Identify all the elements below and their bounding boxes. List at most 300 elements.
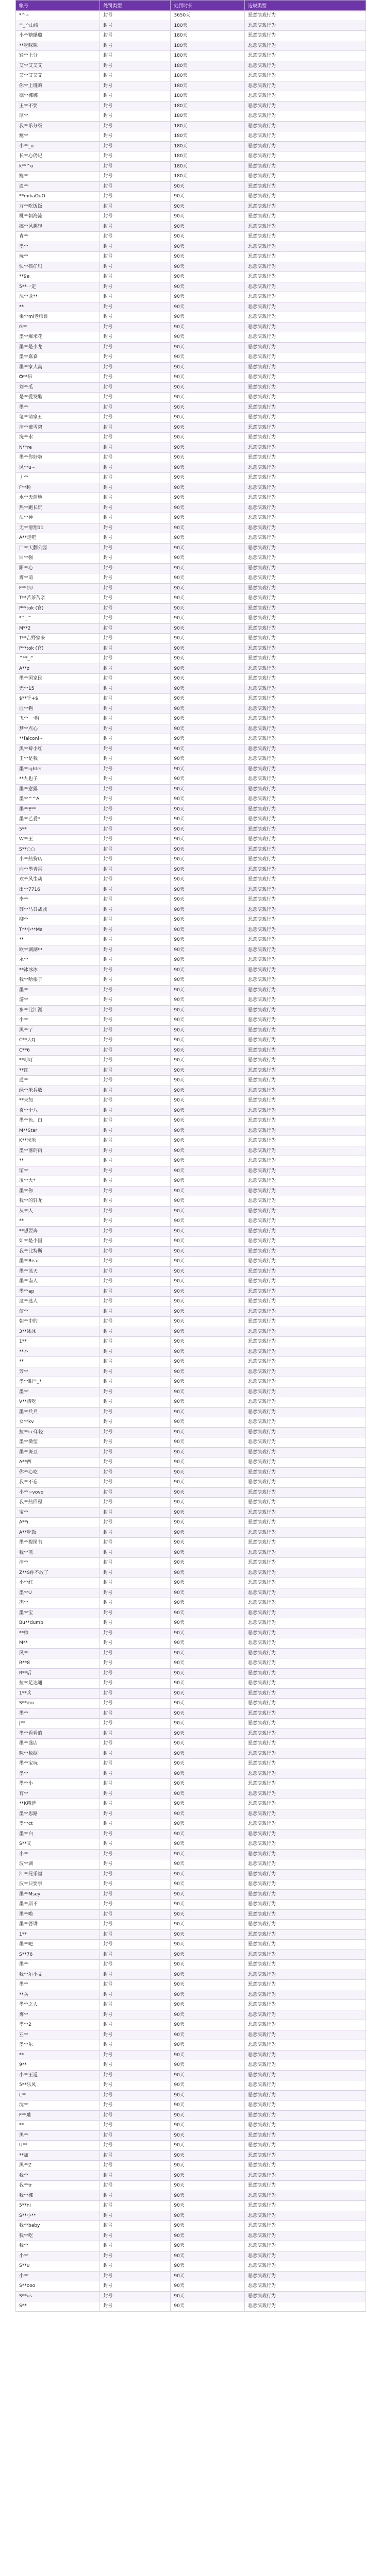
cell-account: 墨**意露: [16, 784, 100, 794]
cell-penalty-duration: 90天: [171, 1056, 245, 1066]
cell-penalty-type: 封号: [100, 704, 171, 714]
cell-account: T**吉野家来: [16, 634, 100, 644]
cell-account: C**6: [16, 1045, 100, 1056]
cell-penalty-duration: 90天: [171, 1246, 245, 1257]
cell-violation-type: 恶意演戏行为: [245, 322, 366, 332]
table-row: [16, 242, 366, 252]
cell-penalty-duration: 180天: [171, 131, 245, 142]
cell-penalty-type: 封号: [100, 594, 171, 604]
cell-penalty-duration: 90天: [171, 1467, 245, 1478]
table-row: [16, 1889, 366, 1900]
cell-penalty-duration: 90天: [171, 955, 245, 965]
cell-account: *^∽: [16, 11, 100, 21]
cell-account: 雾**萌: [16, 573, 100, 584]
cell-account: 水**天蓝地: [16, 493, 100, 503]
cell-penalty-type: 封号: [100, 1668, 171, 1679]
cell-violation-type: 恶意演戏行为: [245, 1990, 366, 2000]
cell-violation-type: 恶意演戏行为: [245, 1708, 366, 1719]
cell-violation-type: 恶意演戏行为: [245, 312, 366, 323]
cell-account: 如**是小国: [16, 1236, 100, 1247]
cell-penalty-duration: 180天: [171, 21, 245, 31]
table-row: [16, 674, 366, 684]
cell-violation-type: 恶意演戏行为: [245, 1588, 366, 1598]
cell-penalty-type: 封号: [100, 553, 171, 564]
cell-account: 万**吃饭饭: [16, 201, 100, 212]
table-row: [16, 1879, 366, 1890]
table-row: [16, 1116, 366, 1126]
cell-account: R**8: [16, 1658, 100, 1669]
cell-account: 快**孩仔玛: [16, 262, 100, 272]
cell-account: 丿**: [16, 473, 100, 483]
table-row: [16, 322, 366, 332]
cell-violation-type: 恶意演戏行为: [245, 1447, 366, 1458]
table-row: [16, 1086, 366, 1096]
cell-violation-type: 恶意演戏行为: [245, 1407, 366, 1417]
cell-penalty-duration: 90天: [171, 2100, 245, 2111]
cell-penalty-duration: 90天: [171, 1598, 245, 1608]
table-row: [16, 352, 366, 363]
cell-penalty-type: 封号: [100, 1719, 171, 1729]
cell-account: 杰**: [16, 1598, 100, 1608]
table-row: [16, 815, 366, 825]
cell-account: 我**baby: [16, 2221, 100, 2231]
cell-violation-type: 恶意演戏行为: [245, 1879, 366, 1890]
cell-penalty-duration: 90天: [171, 402, 245, 413]
cell-penalty-duration: 90天: [171, 1739, 245, 1749]
cell-penalty-duration: 90天: [171, 563, 245, 573]
cell-violation-type: 恶意演戏行为: [245, 1528, 366, 1538]
cell-penalty-type: 封号: [100, 1759, 171, 1769]
cell-penalty-type: 封号: [100, 282, 171, 292]
cell-account: A**z: [16, 664, 100, 674]
cell-penalty-type: 封号: [100, 2201, 171, 2211]
cell-penalty-duration: 90天: [171, 1176, 245, 1187]
cell-violation-type: 恶意演戏行为: [245, 573, 366, 584]
cell-violation-type: 恶意演戏行为: [245, 1658, 366, 1669]
cell-penalty-duration: 90天: [171, 915, 245, 925]
cell-violation-type: 恶意演戏行为: [245, 634, 366, 644]
cell-account: 信**: [16, 1307, 100, 1317]
cell-account: G**: [16, 322, 100, 332]
cell-penalty-duration: 90天: [171, 1498, 245, 1508]
table-row: [16, 1970, 366, 1980]
cell-penalty-duration: 90天: [171, 844, 245, 855]
cell-violation-type: 恶意演戏行为: [245, 262, 366, 272]
cell-penalty-duration: 180天: [171, 101, 245, 111]
table-row: [16, 81, 366, 91]
cell-account: **9e: [16, 272, 100, 282]
cell-penalty-duration: 180天: [171, 71, 245, 81]
cell-account: 我**不忘: [16, 1478, 100, 1488]
cell-penalty-duration: 90天: [171, 1779, 245, 1789]
cell-penalty-type: 封号: [100, 1186, 171, 1196]
cell-account: 墨**斑豆: [16, 1447, 100, 1458]
cell-penalty-type: 封号: [100, 1578, 171, 1588]
cell-violation-type: 恶意演戏行为: [245, 2201, 366, 2211]
cell-penalty-duration: 90天: [171, 1679, 245, 1689]
cell-account: 玩**: [16, 252, 100, 262]
cell-penalty-type: 封号: [100, 1528, 171, 1538]
cell-account: 墨**宝: [16, 1608, 100, 1618]
table-row: [16, 2261, 366, 2272]
cell-account: **faiconi~: [16, 734, 100, 744]
cell-penalty-type: 封号: [100, 2241, 171, 2251]
table-row: [16, 232, 366, 242]
cell-account: **: [16, 2121, 100, 2131]
table-row: [16, 1236, 366, 1247]
cell-penalty-duration: 90天: [171, 1367, 245, 1377]
cell-violation-type: 恶意演戏行为: [245, 1015, 366, 1026]
cell-violation-type: 恶意演戏行为: [245, 744, 366, 754]
table-row: [16, 603, 366, 614]
cell-penalty-duration: 90天: [171, 1357, 245, 1367]
cell-penalty-duration: 180天: [171, 111, 245, 122]
cell-penalty-type: 封号: [100, 1397, 171, 1408]
cell-account: 3**冰冰: [16, 1327, 100, 1337]
cell-account: 长**心仍记: [16, 151, 100, 162]
cell-penalty-duration: 90天: [171, 2211, 245, 2221]
cell-penalty-type: 封号: [100, 2191, 171, 2201]
cell-violation-type: 恶意演戏行为: [245, 1056, 366, 1066]
cell-penalty-duration: 180天: [171, 61, 245, 71]
cell-penalty-duration: 90天: [171, 1869, 245, 1879]
cell-penalty-type: 封号: [100, 2291, 171, 2301]
cell-penalty-type: 封号: [100, 2020, 171, 2030]
cell-penalty-duration: 90天: [171, 1668, 245, 1679]
cell-account: 阳**心: [16, 563, 100, 573]
cell-penalty-duration: 90天: [171, 1819, 245, 1829]
cell-account: 墨**爆米花: [16, 332, 100, 343]
cell-penalty-duration: 90天: [171, 835, 245, 845]
cell-penalty-type: 封号: [100, 1487, 171, 1498]
cell-violation-type: 恶意演戏行为: [245, 453, 366, 463]
cell-penalty-type: 封号: [100, 744, 171, 754]
cell-penalty-duration: 90天: [171, 513, 245, 523]
table-row: [16, 1176, 366, 1187]
cell-account: **叮叮: [16, 1056, 100, 1066]
cell-violation-type: 恶意演戏行为: [245, 1307, 366, 1317]
cell-penalty-type: 封号: [100, 1478, 171, 1488]
cell-violation-type: 恶意演戏行为: [245, 1608, 366, 1618]
cell-violation-type: 恶意演戏行为: [245, 1156, 366, 1166]
cell-penalty-type: 封号: [100, 252, 171, 262]
cell-violation-type: 恶意演戏行为: [245, 1618, 366, 1629]
cell-account: **兵: [16, 1990, 100, 2000]
cell-penalty-duration: 90天: [171, 1427, 245, 1437]
cell-violation-type: 恶意演戏行为: [245, 2020, 366, 2030]
table-row: [16, 1699, 366, 1709]
cell-violation-type: 恶意演戏行为: [245, 332, 366, 343]
cell-penalty-type: 封号: [100, 332, 171, 343]
table-row: [16, 2100, 366, 2111]
cell-penalty-duration: 90天: [171, 654, 245, 664]
table-row: [16, 1990, 366, 2000]
table-row: [16, 895, 366, 905]
cell-penalty-duration: 90天: [171, 413, 245, 423]
cell-violation-type: 恶意演戏行为: [245, 2181, 366, 2191]
cell-penalty-type: 封号: [100, 804, 171, 815]
cell-violation-type: 恶意演戏行为: [245, 1257, 366, 1267]
cell-penalty-duration: 90天: [171, 1940, 245, 1950]
cell-violation-type: 恶意演戏行为: [245, 2150, 366, 2161]
table-row: [16, 282, 366, 292]
cell-penalty-duration: 90天: [171, 1447, 245, 1458]
cell-penalty-type: 封号: [100, 1970, 171, 1980]
cell-account: 欧**湖湖中: [16, 945, 100, 955]
cell-penalty-type: 封号: [100, 201, 171, 212]
cell-penalty-duration: 90天: [171, 2150, 245, 2161]
cell-penalty-type: 封号: [100, 1598, 171, 1608]
cell-penalty-type: 封号: [100, 2141, 171, 2151]
cell-account: 墨**蓝天: [16, 1266, 100, 1277]
cell-violation-type: 恶意演戏行为: [245, 1286, 366, 1297]
cell-account: **: [16, 935, 100, 945]
cell-penalty-type: 封号: [100, 1377, 171, 1387]
table-row: [16, 1387, 366, 1397]
cell-violation-type: 恶意演戏行为: [245, 1397, 366, 1408]
cell-violation-type: 恶意演戏行为: [245, 413, 366, 423]
table-row: [16, 1015, 366, 1026]
cell-penalty-type: 封号: [100, 232, 171, 242]
cell-penalty-type: 封号: [100, 1940, 171, 1950]
cell-account: 墨**: [16, 1769, 100, 1779]
cell-penalty-type: 封号: [100, 493, 171, 503]
table-row: [16, 1156, 366, 1166]
table-row: [16, 1900, 366, 1910]
cell-penalty-duration: 90天: [171, 2090, 245, 2100]
table-row: [16, 1658, 366, 1669]
cell-penalty-type: 封号: [100, 1246, 171, 1257]
cell-violation-type: 恶意演戏行为: [245, 2281, 366, 2292]
cell-violation-type: 恶意演戏行为: [245, 2060, 366, 2071]
cell-penalty-duration: 90天: [171, 1116, 245, 1126]
cell-penalty-duration: 180天: [171, 51, 245, 61]
cell-account: 我**乐分级: [16, 121, 100, 131]
cell-account: 墨**你: [16, 1186, 100, 1196]
table-row: [16, 1226, 366, 1236]
cell-penalty-type: 封号: [100, 262, 171, 272]
cell-penalty-type: 封号: [100, 51, 171, 61]
cell-penalty-type: 封号: [100, 1086, 171, 1096]
cell-violation-type: 恶意演戏行为: [245, 11, 366, 21]
cell-violation-type: 恶意演戏行为: [245, 2241, 366, 2251]
cell-account: 墨**盛店: [16, 1739, 100, 1749]
cell-penalty-duration: 90天: [171, 1829, 245, 1839]
table-row: [16, 1648, 366, 1658]
cell-penalty-duration: 90天: [171, 1407, 245, 1417]
cell-penalty-duration: 90天: [171, 2231, 245, 2241]
cell-account: 墨**: [16, 1708, 100, 1719]
cell-penalty-type: 封号: [100, 513, 171, 523]
cell-penalty-duration: 90天: [171, 1437, 245, 1448]
cell-violation-type: 恶意演戏行为: [245, 1809, 366, 1819]
table-row: [16, 794, 366, 805]
cell-violation-type: 恶意演戏行为: [245, 1458, 366, 1468]
cell-account: S**76: [16, 1950, 100, 1960]
cell-account: 血**狗: [16, 704, 100, 714]
cell-penalty-duration: 90天: [171, 995, 245, 1006]
table-row: [16, 1417, 366, 1428]
cell-penalty-type: 封号: [100, 623, 171, 634]
cell-account: 黑**了: [16, 1025, 100, 1036]
cell-penalty-type: 封号: [100, 865, 171, 875]
cell-violation-type: 恶意演戏行为: [245, 684, 366, 694]
table-row: [16, 2281, 366, 2292]
cell-account: V**请吃: [16, 1397, 100, 1408]
table-row: [16, 2291, 366, 2301]
cell-account: 9**: [16, 2060, 100, 2071]
cell-penalty-duration: 90天: [171, 1618, 245, 1629]
table-row: [16, 614, 366, 624]
cell-violation-type: 恶意演戏行为: [245, 2171, 366, 2181]
cell-account: 5**一定: [16, 282, 100, 292]
table-row: [16, 1588, 366, 1598]
cell-account: 墨**白: [16, 1829, 100, 1839]
cell-account: **: [16, 2050, 100, 2060]
cell-account: F**雕: [16, 2110, 100, 2121]
table-row: [16, 764, 366, 774]
table-row: [16, 433, 366, 443]
cell-account: 这**迷人: [16, 1297, 100, 1307]
cell-account: 墨**思路: [16, 1809, 100, 1819]
cell-violation-type: 恶意演戏行为: [245, 1699, 366, 1709]
cell-violation-type: 恶意演戏行为: [245, 1900, 366, 1910]
cell-penalty-type: 封号: [100, 393, 171, 403]
cell-account: 无**滑翔11: [16, 523, 100, 533]
cell-violation-type: 恶意演戏行为: [245, 2141, 366, 2151]
cell-penalty-duration: 90天: [171, 1266, 245, 1277]
cell-penalty-duration: 90天: [171, 1397, 245, 1408]
cell-penalty-type: 封号: [100, 1076, 171, 1086]
cell-violation-type: 恶意演戏行为: [245, 1638, 366, 1649]
table-row: [16, 161, 366, 172]
cell-account: 雾**: [16, 2010, 100, 2020]
cell-violation-type: 恶意演戏行为: [245, 583, 366, 594]
cell-account: ^_^山楂: [16, 21, 100, 31]
cell-account: 墨**微型: [16, 1437, 100, 1448]
table-row: [16, 111, 366, 122]
cell-account: 小**: [16, 2251, 100, 2261]
cell-penalty-type: 封号: [100, 2100, 171, 2111]
cell-penalty-duration: 90天: [171, 2281, 245, 2292]
cell-account: **想要奔: [16, 1226, 100, 1236]
cell-account: 芳**: [16, 1367, 100, 1377]
table-row: [16, 1929, 366, 1940]
cell-penalty-type: 封号: [100, 1849, 171, 1859]
cell-violation-type: 恶意演戏行为: [245, 1427, 366, 1437]
cell-penalty-duration: 90天: [171, 734, 245, 744]
cell-penalty-type: 封号: [100, 724, 171, 734]
cell-account: 小**红: [16, 1578, 100, 1588]
table-row: [16, 172, 366, 182]
cell-penalty-type: 封号: [100, 1839, 171, 1850]
table-row: [16, 1598, 366, 1608]
cell-penalty-type: 封号: [100, 1257, 171, 1267]
cell-account: 墨**小: [16, 1779, 100, 1789]
table-row: [16, 382, 366, 393]
cell-penalty-duration: 180天: [171, 121, 245, 131]
cell-violation-type: 恶意演戏行为: [245, 503, 366, 513]
cell-account: 墨**看看的: [16, 1728, 100, 1739]
cell-violation-type: 恶意演戏行为: [245, 1849, 366, 1859]
cell-penalty-type: 封号: [100, 342, 171, 352]
cell-violation-type: 恶意演戏行为: [245, 172, 366, 182]
table-row: [16, 2171, 366, 2181]
table-row: [16, 2130, 366, 2141]
cell-violation-type: 恶意演戏行为: [245, 212, 366, 222]
cell-account: 波**只要事: [16, 1879, 100, 1890]
cell-account: S**: [16, 2301, 100, 2312]
cell-account: 黑**Z: [16, 2161, 100, 2171]
cell-penalty-duration: 90天: [171, 553, 245, 564]
cell-penalty-duration: 90天: [171, 1879, 245, 1890]
cell-penalty-duration: 90天: [171, 2201, 245, 2211]
cell-penalty-type: 封号: [100, 1909, 171, 1920]
cell-violation-type: 恶意演戏行为: [245, 382, 366, 393]
cell-violation-type: 恶意演戏行为: [245, 1558, 366, 1568]
cell-penalty-duration: 90天: [171, 201, 245, 212]
cell-violation-type: 恶意演戏行为: [245, 2000, 366, 2010]
table-row: [16, 1869, 366, 1879]
cell-account: 小**: [16, 1849, 100, 1859]
cell-account: M**2: [16, 623, 100, 634]
table-row: [16, 2241, 366, 2251]
table-row: [16, 955, 366, 965]
cell-violation-type: 恶意演戏行为: [245, 1728, 366, 1739]
cell-account: 墨**ct: [16, 1819, 100, 1829]
cell-penalty-duration: 90天: [171, 1558, 245, 1568]
cell-violation-type: 恶意演戏行为: [245, 2261, 366, 2272]
cell-violation-type: 恶意演戏行为: [245, 1839, 366, 1850]
cell-violation-type: 恶意演戏行为: [245, 2110, 366, 2121]
cell-account: **九也子: [16, 774, 100, 785]
cell-violation-type: 恶意演戏行为: [245, 1126, 366, 1136]
table-row: [16, 885, 366, 895]
cell-penalty-duration: 90天: [171, 744, 245, 754]
cell-penalty-type: 封号: [100, 1116, 171, 1126]
cell-account: 墨**色、白: [16, 1116, 100, 1126]
cell-penalty-type: 封号: [100, 1015, 171, 1026]
cell-account: **K精选: [16, 1799, 100, 1809]
cell-penalty-type: 封号: [100, 1638, 171, 1649]
cell-violation-type: 恶意演戏行为: [245, 393, 366, 403]
cell-penalty-duration: 90天: [171, 1578, 245, 1588]
cell-penalty-type: 封号: [100, 1688, 171, 1699]
table-row: [16, 1136, 366, 1146]
cell-penalty-duration: 90天: [171, 2181, 245, 2191]
cell-penalty-duration: 90天: [171, 764, 245, 774]
table-row: [16, 121, 366, 131]
cell-penalty-type: 封号: [100, 1658, 171, 1669]
table-row: [16, 2050, 366, 2060]
table-row: [16, 664, 366, 674]
cell-penalty-type: 封号: [100, 1447, 171, 1458]
table-row: [16, 372, 366, 383]
cell-penalty-type: 封号: [100, 543, 171, 553]
cell-penalty-type: 封号: [100, 2080, 171, 2091]
cell-violation-type: 恶意演戏行为: [245, 1719, 366, 1729]
table-row: [16, 443, 366, 453]
cell-penalty-duration: 90天: [171, 623, 245, 634]
cell-account: M**Star: [16, 1126, 100, 1136]
cell-account: 1**: [16, 1929, 100, 1940]
cell-penalty-type: 封号: [100, 1307, 171, 1317]
table-row: [16, 774, 366, 785]
cell-account: 墨**啦: [16, 1909, 100, 1920]
table-row: [16, 131, 366, 142]
cell-violation-type: 恶意演戏行为: [245, 1096, 366, 1106]
cell-penalty-type: 封号: [100, 433, 171, 443]
